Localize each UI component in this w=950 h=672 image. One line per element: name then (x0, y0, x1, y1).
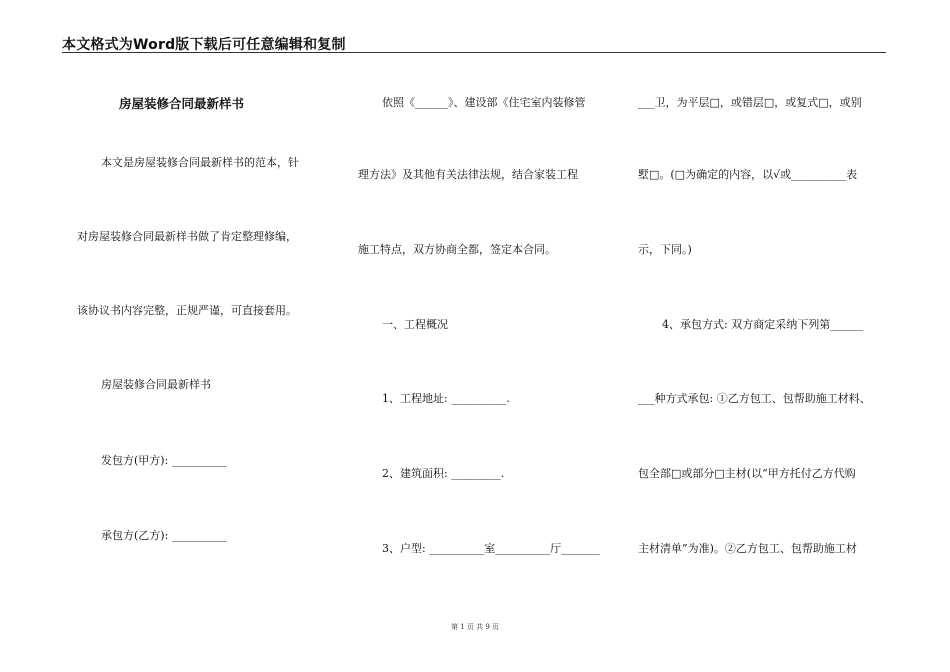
col1-line: 发包方(甲方): __________ (101, 454, 227, 467)
col3-line: ___卫，为平层□，或错层□，或复式□，或别 (638, 96, 862, 109)
col2-line: 2、建筑面积: _________. (382, 467, 505, 480)
header-divider (62, 52, 886, 53)
col3-line: 主材清单”为准)。②乙方包工、包帮助施工材 (638, 542, 857, 555)
col2-line: 施工特点，双方协商全都，签定本合同。 (358, 243, 556, 256)
col1-line: 该协议书内容完整，正规严谨，可直接套用。 (77, 304, 297, 317)
col3-line: 4、承包方式: 双方商定采纳下列第______ (662, 318, 864, 331)
document-title: 房屋装修合同最新样书 (119, 96, 245, 111)
col2-line: 1、工程地址: __________. (382, 392, 510, 405)
col2-line: 一、工程概况 (382, 318, 448, 331)
col3-line: 示，下同。) (638, 243, 692, 256)
header-title: 本文格式为Word版下载后可任意编辑和复制 (62, 37, 346, 53)
col1-line: 承包方(乙方): __________ (101, 529, 227, 542)
col2-line: 依照《______》、建设部《住宅室内装修管 (382, 96, 586, 109)
col3-line: 包全部□或部分□主材(以“甲方托付乙方代购 (638, 467, 856, 480)
col2-line: 3、户型: __________室__________厅_______ (382, 542, 600, 555)
col3-line: 墅□。(□为确定的内容，以√或__________表 (638, 168, 858, 181)
page-number: 第 1 页 共 9 页 (450, 623, 500, 631)
col1-line: 对房屋装修合同最新样书做了肯定整理修编， (77, 230, 297, 243)
col1-line: 本文是房屋装修合同最新样书的范本，针 (101, 156, 299, 169)
col1-line: 房屋装修合同最新样书 (101, 378, 211, 391)
col2-line: 理方法》及其他有关法律法规，结合家装工程 (358, 168, 578, 181)
col3-line: ___种方式承包: ①乙方包工、包帮助施工材料、 (638, 392, 871, 405)
